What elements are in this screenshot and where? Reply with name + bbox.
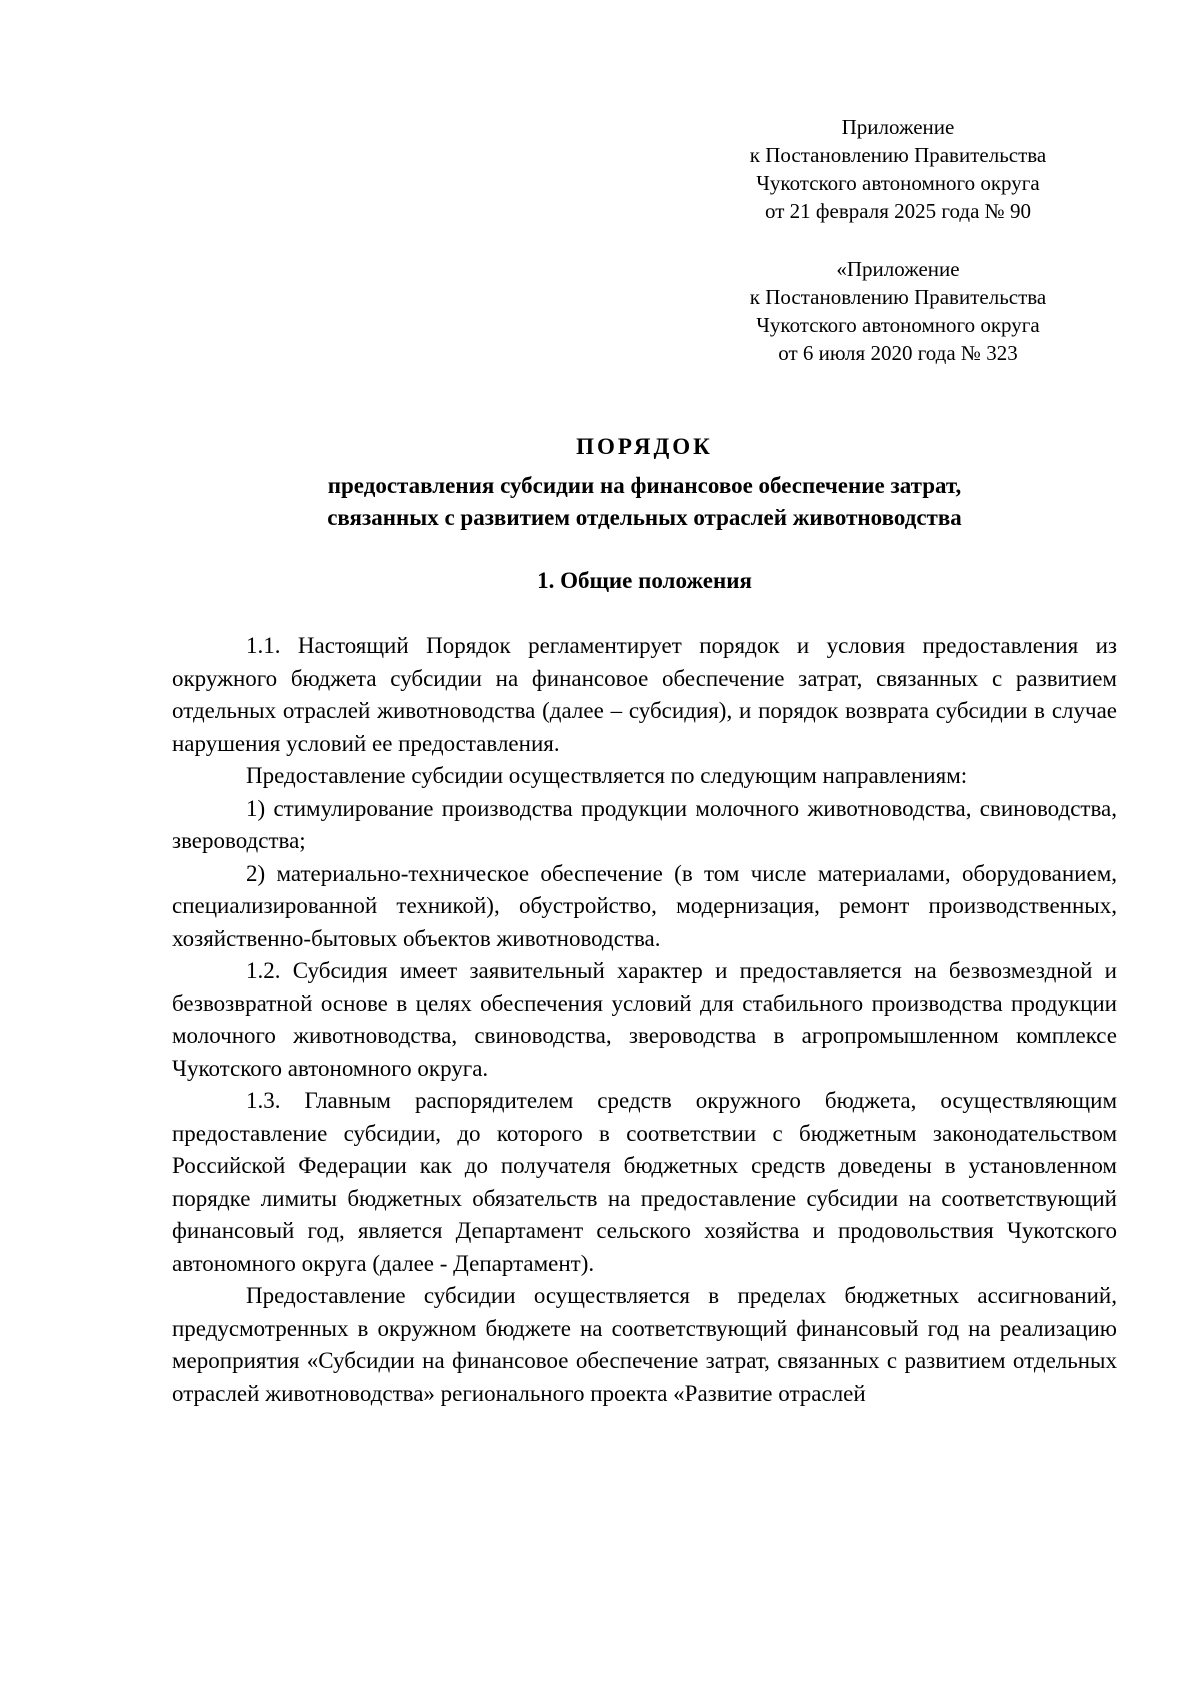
appendix-line: от 21 февраля 2025 года № 90 <box>765 199 1031 223</box>
appendix-header-original <box>708 255 1088 367</box>
paragraph-budget: Предоставление субсидии осуществляется в пределах бюджетных ассигнований, предусмотренных в окружном бюджете на соответствующий финансовый год на реализацию мероприятия «Субсидии на финансовое обеспечение затрат, связанных с развитием отдельных отраслей животноводства» регионального проекта «Развитие отраслей <box>172 1283 1117 1406</box>
appendix-line: Приложение <box>841 115 955 139</box>
document-title: ПОРЯДОК <box>576 434 713 459</box>
paragraph-direction-1: 1) стимулирование производства продукции молочного животноводства, свиноводства, звероводства; <box>172 795 1117 853</box>
document-body <box>172 630 1117 1410</box>
section-heading: 1. Общие положения <box>537 568 752 593</box>
paragraph-direction-2: 2) материально-техническое обеспечение (в том числе материалами, оборудованием, специализированной техникой), обустройство, модернизация, ремонт производственных, хозяйственно-бытовых объектов животноводства. <box>172 860 1117 951</box>
appendix-line: Чукотского автономного округа <box>756 171 1040 195</box>
appendix-header-current <box>708 113 1088 225</box>
appendix-line: к Постановлению Правительства <box>749 285 1047 309</box>
document-subtitle <box>172 470 1117 534</box>
appendix-line: к Постановлению Правительства <box>749 143 1047 167</box>
paragraph-1-2: 1.2. Субсидия имеет заявительный характер и предоставляется на безвозмездной и безвозвратной основе в целях обеспечения условий для стабильного производства продукции молочного животноводства, свиноводства, звероводства в агропромышленном комплексе Чукотского автономного округа. <box>172 958 1117 1081</box>
appendix-line: Чукотского автономного округа <box>756 313 1040 337</box>
paragraph-1-1: 1.1. Настоящий Порядок регламентирует порядок и условия предоставления из окружного бюджета субсидии на финансовое обеспечение затрат, связанных с развитием отдельных отраслей животноводства (далее – субсидия), и порядок возврата субсидии в случае нарушения условий ее предоставления. <box>172 633 1117 756</box>
paragraph-1-3: 1.3. Главным распорядителем средств окружного бюджета, осуществляющим предоставление субсидии, до которого в соответствии с бюджетным законодательством Российской Федерации как до получателя бюджетных средств доведены в установленном порядке лимиты бюджетных обязательств на предоставление субсидии на соответствующий финансовый год, является Департамент сельского хозяйства и продовольствия Чукотского автономного округа (далее - Департамент). <box>172 1088 1117 1276</box>
appendix-line: от 6 июля 2020 года № 323 <box>778 341 1018 365</box>
appendix-line: «Приложение <box>836 257 960 281</box>
paragraph-directions: Предоставление субсидии осуществляется по следующим направлениям: <box>246 763 968 788</box>
subtitle-line: предоставления субсидии на финансовое обеспечение затрат, <box>327 473 962 498</box>
subtitle-line: связанных с развитием отдельных отраслей животноводства <box>327 505 962 530</box>
